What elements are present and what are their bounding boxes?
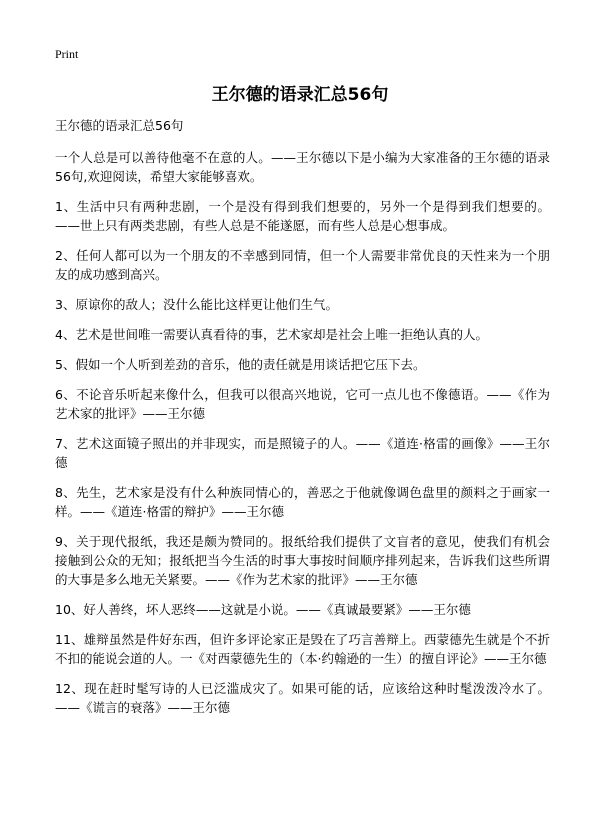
quote-paragraph: 2、任何人都可以为一个朋友的不幸感到同情，但一个人需要非常优良的天性来为一个朋友的成功感到高兴。 bbox=[55, 248, 550, 282]
quote-paragraph: 3、原谅你的敌人；没什么能比这样更让他们生气。 bbox=[55, 297, 338, 312]
paragraph-intro: 一个人总是可以善待他毫不在意的人。——王尔德以下是小编为大家准备的王尔德的语录56句,欢迎阅读，希望大家能够喜欢。 bbox=[55, 150, 550, 184]
quote-paragraph: 7、艺术这面镜子照出的并非现实，而是照镜子的人。——《道连·格雷的画像》——王尔德 bbox=[55, 436, 550, 470]
document-body bbox=[55, 116, 550, 728]
quote-paragraph: 6、不论音乐听起来像什么，但我可以很高兴地说，它可一点儿也不像德语。——《作为艺术家的批评》——王尔德 bbox=[55, 387, 550, 421]
quote-paragraph: 11、雄辩虽然是件好东西，但许多评论家正是毁在了巧言善辩上。西蒙德先生就是个不折不扣的能说会道的人。一《对西蒙德先生的（本·约翰逊的一生）的擅自评论》——王尔德 bbox=[55, 632, 550, 666]
quote-paragraph: 5、假如一个人听到差劲的音乐，他的责任就是用谈话把它压下去。 bbox=[55, 357, 426, 372]
quote-paragraph: 10、好人善终，坏人恶终——这就是小说。——《真诚最要紧》——王尔德 bbox=[55, 602, 471, 617]
quote-paragraph: 1、生活中只有两种悲剧，一个是没有得到我们想要的，另外一个是得到我们想要的。——世上只有两类悲剧，有些人总是不能遂愿，而有些人总是心想事成。 bbox=[55, 199, 550, 233]
document-subtitle: 王尔德的语录汇总56句 bbox=[55, 118, 184, 133]
quote-paragraph: 9、关于现代报纸，我还是颇为赞同的。报纸给我们提供了文盲者的意见，使我们有机会接触到公众的无知；报纸把当今生活的时事大事按时间顺序排列起来，告诉我们这些所谓的大事是多么地无关紧要。——《作为艺术家的批评》——王尔德 bbox=[55, 534, 550, 587]
quote-paragraph: 8、先生，艺术家是没有什么种族同情心的，善恶之于他就像调色盘里的颜料之于画家一样。——《道连·格雷的辩护》——王尔德 bbox=[55, 485, 550, 519]
quote-paragraph: 12、现在赶时髦写诗的人已泛滥成灾了。如果可能的话，应该给这种时髦泼泼冷水了。——《谎言的衰落》——王尔德 bbox=[55, 681, 550, 715]
print-link[interactable]: Print bbox=[55, 47, 79, 61]
quote-paragraph: 4、艺术是世间唯一需要认真看待的事，艺术家却是社会上唯一拒绝认真的人。 bbox=[55, 327, 488, 342]
page-title: 王尔德的语录汇总56句 bbox=[211, 85, 389, 105]
